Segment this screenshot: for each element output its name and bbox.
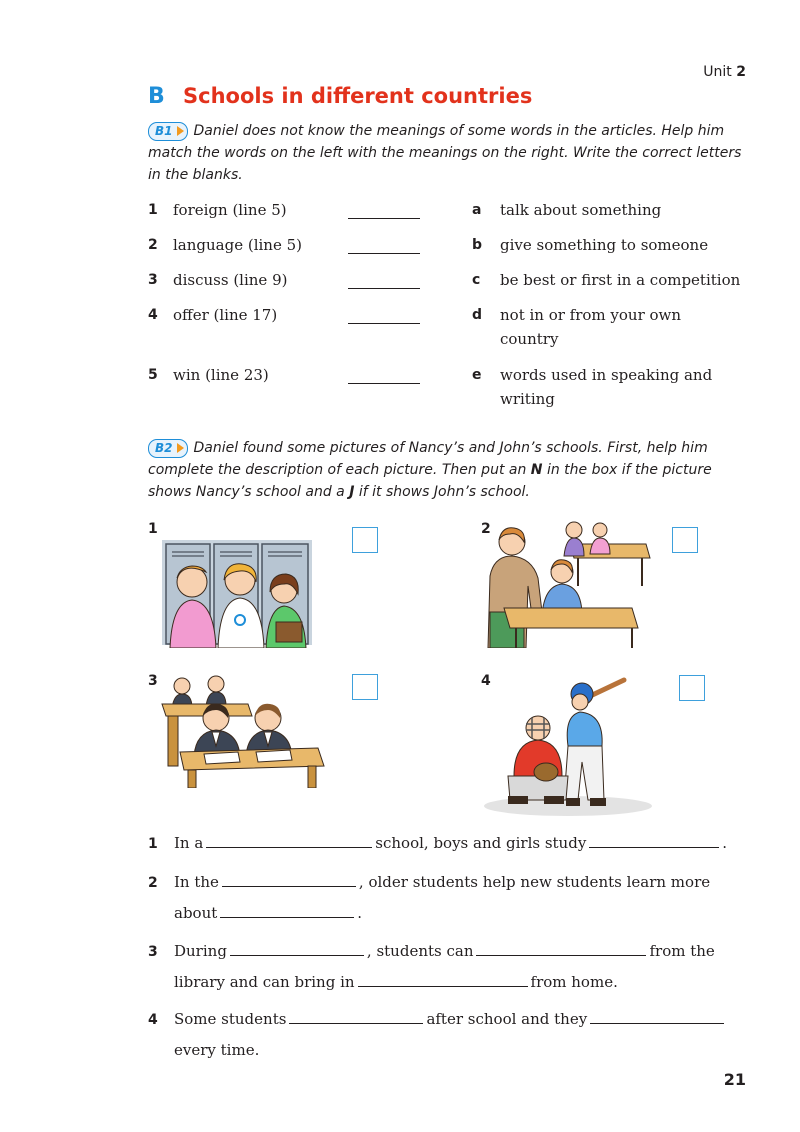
- picture-number: 3: [148, 673, 158, 689]
- b1-badge: [148, 122, 188, 141]
- sentence-text: from home.: [530, 973, 618, 991]
- picture-number: 2: [481, 521, 491, 537]
- sentence-number: 2: [148, 875, 158, 891]
- b2-instruction-text: Daniel found some pictures of Nancy’s and John’s schools. First, help him complete the description of each picture. Then put an: [148, 440, 708, 478]
- unit-text: Unit: [703, 64, 732, 80]
- sentence-number: 4: [148, 1012, 158, 1028]
- sentence-text: from the: [649, 942, 715, 960]
- sentence-3: [148, 936, 748, 997]
- b1-item-number: 3: [148, 272, 158, 288]
- b1-item-word: win (line 23): [173, 366, 269, 384]
- b1-answer-blank[interactable]: [348, 274, 420, 289]
- sentence-text: .: [722, 834, 728, 852]
- page-number: 21: [723, 1070, 746, 1089]
- play-triangle-icon: [177, 443, 184, 453]
- b1-meaning-text: be best or first in a competition: [500, 271, 741, 289]
- b1-meaning-letter: b: [472, 237, 483, 253]
- sentence-text: In the: [174, 873, 219, 891]
- answer-box[interactable]: [679, 675, 705, 701]
- sentence-text: after school and they: [426, 1010, 588, 1028]
- answer-blank[interactable]: [590, 1009, 724, 1024]
- sentence-text: every time.: [174, 1041, 260, 1059]
- teacher-helping-students-picture: [482, 516, 652, 648]
- answer-blank[interactable]: [222, 872, 356, 887]
- answer-blank[interactable]: [358, 972, 528, 987]
- b1-answer-blank[interactable]: [348, 309, 420, 324]
- b1-item-number: 2: [148, 237, 158, 253]
- sentence-text: Some students: [174, 1010, 287, 1028]
- answer-blank[interactable]: [476, 941, 646, 956]
- sentence-text: During: [174, 942, 227, 960]
- sentence-4: [148, 1004, 748, 1065]
- b1-item-number: 5: [148, 367, 158, 383]
- answer-box[interactable]: [352, 674, 378, 700]
- b1-item-word: offer (line 17): [173, 306, 278, 324]
- sentence-text: In a: [174, 834, 204, 852]
- sentence-number: 3: [148, 944, 158, 960]
- sentence-text: , students can: [366, 942, 474, 960]
- b1-item-word: language (line 5): [173, 236, 303, 254]
- answer-blank[interactable]: [230, 941, 364, 956]
- b2-instruction: [148, 437, 758, 503]
- answer-blank[interactable]: [206, 833, 372, 848]
- picture-number: 1: [148, 521, 158, 537]
- b1-meaning-text: words used in speaking and writing: [500, 366, 713, 408]
- b2-badge: [148, 439, 188, 458]
- b1-item-number: 4: [148, 307, 158, 323]
- b1-instruction: [148, 120, 758, 186]
- b1-badge-label: B1: [155, 124, 173, 138]
- b1-instruction-text: Daniel does not know the meanings of some words in the articles. Help him match the words on the left with the meanings on the right. Write the correct letters in the blanks.: [148, 123, 742, 183]
- b1-meaning-letter: a: [472, 202, 482, 218]
- b1-meaning-text: not in or from your own country: [500, 306, 682, 348]
- section-title: Schools in different countries: [183, 84, 533, 108]
- letter-j: J: [349, 484, 355, 500]
- answer-box[interactable]: [352, 527, 378, 553]
- answer-blank[interactable]: [289, 1009, 423, 1024]
- unit-label: [703, 64, 746, 80]
- b1-item-number: 1: [148, 202, 158, 218]
- sentence-1: [148, 828, 748, 859]
- sentence-text: about: [174, 904, 218, 922]
- b2-instruction-text: if it shows John’s school.: [354, 484, 530, 500]
- b2-instruction-text: in the box if the picture shows Nancy’s school and a: [148, 462, 712, 500]
- b1-meaning-letter: d: [472, 307, 483, 323]
- unit-number: 2: [736, 64, 746, 80]
- sentence-number: 1: [148, 836, 158, 852]
- b1-answer-blank[interactable]: [348, 369, 420, 384]
- b1-answer-blank[interactable]: [348, 239, 420, 254]
- section-letter: B: [148, 84, 165, 109]
- sentence-text: .: [357, 904, 363, 922]
- sentence-2: [148, 867, 748, 928]
- answer-blank[interactable]: [589, 833, 719, 848]
- picture-number: 4: [481, 673, 491, 689]
- sentence-text: school, boys and girls study: [375, 834, 587, 852]
- b1-meaning-text: give something to someone: [500, 236, 709, 254]
- students-in-uniforms-at-desks-picture: [158, 672, 326, 788]
- b1-item-word: foreign (line 5): [173, 201, 287, 219]
- baseball-players-picture: [484, 676, 654, 816]
- letter-n: N: [530, 462, 543, 478]
- answer-box[interactable]: [672, 527, 698, 553]
- b1-item-word: discuss (line 9): [173, 271, 288, 289]
- b2-badge-label: B2: [155, 441, 173, 455]
- b1-meaning-letter: c: [472, 272, 481, 288]
- sentence-text: library and can bring in: [174, 973, 355, 991]
- sentence-text: , older students help new students learn more: [358, 873, 711, 891]
- b1-meaning-text: talk about something: [500, 201, 662, 219]
- b1-answer-blank[interactable]: [348, 204, 420, 219]
- b1-meaning-letter: e: [472, 367, 482, 383]
- play-triangle-icon: [177, 126, 184, 136]
- answer-blank[interactable]: [220, 903, 354, 918]
- students-at-lockers-picture: [162, 540, 312, 648]
